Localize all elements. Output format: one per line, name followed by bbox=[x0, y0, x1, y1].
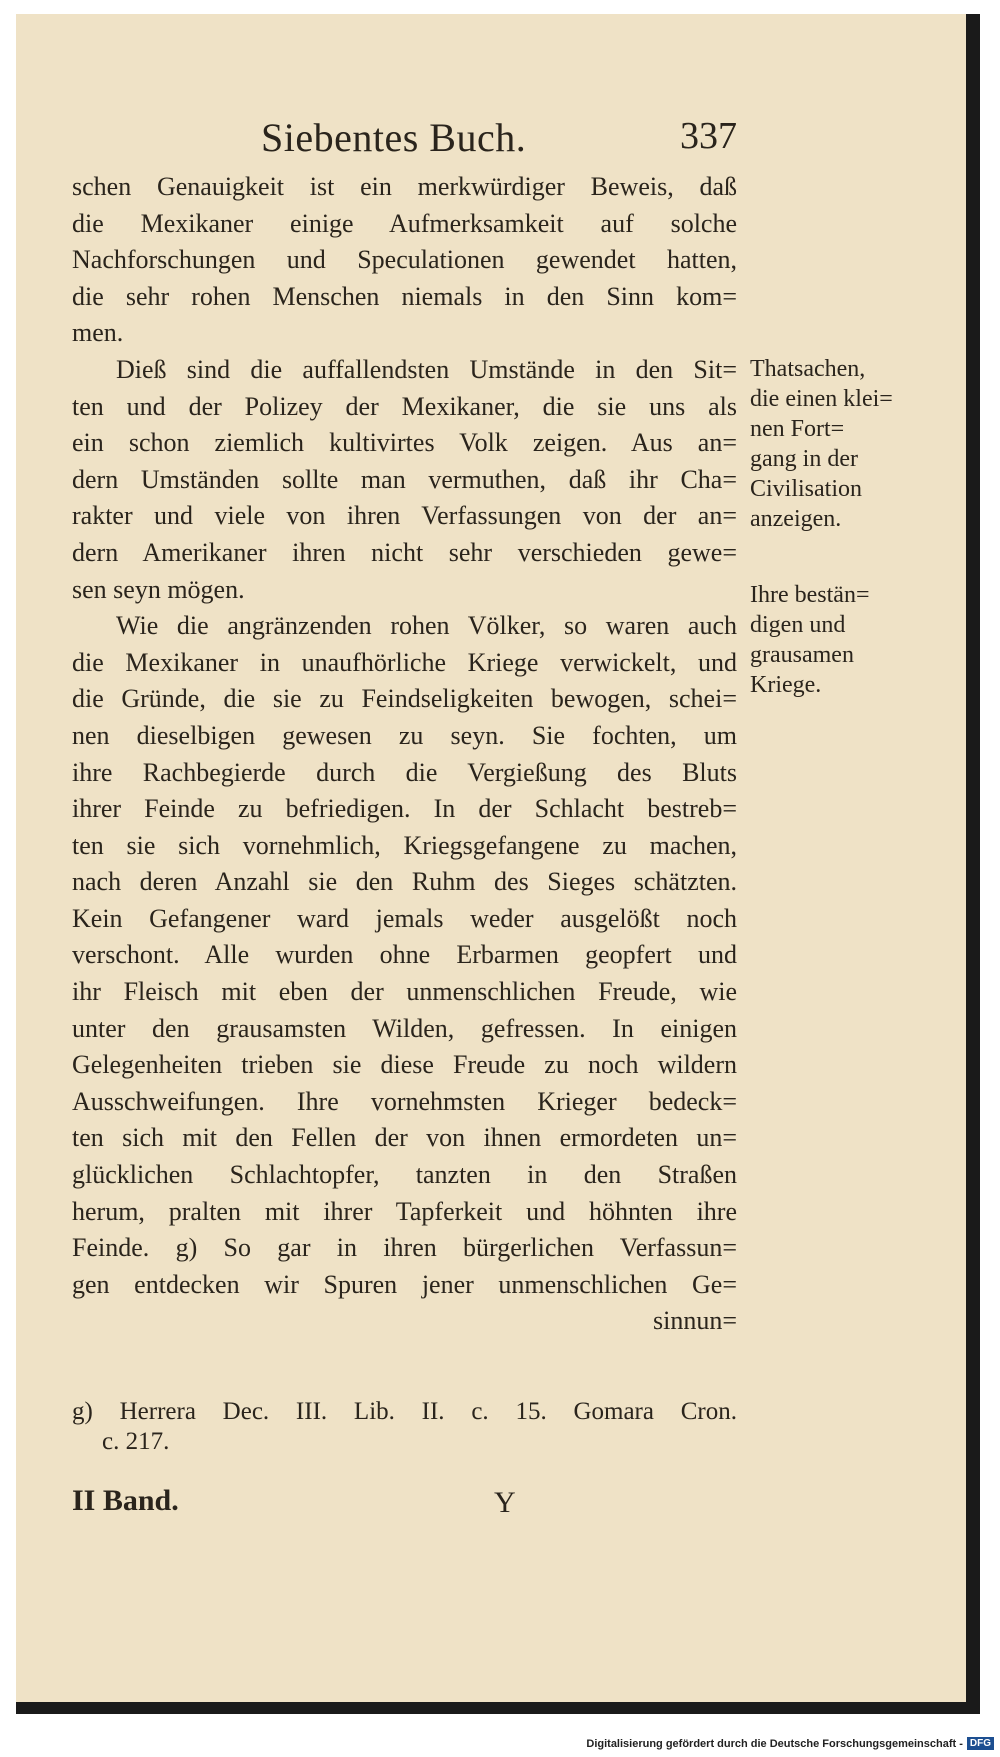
body-line: Kein Gefangener ward jemals weder ausgelößt noch bbox=[72, 903, 737, 933]
footnote bbox=[72, 1397, 737, 1457]
margin-note-line: gang in der bbox=[750, 446, 858, 472]
body-line: ein schon ziemlich kultivirtes Volk zeigen. Aus an= bbox=[72, 428, 737, 458]
body-line: Nachforschungen und Speculationen gewendet hatten, bbox=[72, 245, 737, 275]
margin-note-line: Civilisation bbox=[750, 476, 863, 502]
body-line: ten und der Polizey der Mexikaner, die sie uns als bbox=[72, 391, 737, 421]
margin-note-line: die einen klei= bbox=[750, 386, 893, 412]
body-line: dern Amerikaner ihren nicht sehr verschieden gewe= bbox=[72, 537, 737, 567]
body-line: die Gründe, die sie zu Feindseligkeiten bewogen, schei= bbox=[72, 684, 737, 714]
body-line: unter den grausamsten Wilden, gefressen. In einigen bbox=[72, 1013, 737, 1043]
margin-note-line: Thatsachen, bbox=[750, 356, 866, 382]
footnote-line: c. 217. bbox=[102, 1428, 170, 1455]
body-line: nach deren Anzahl sie den Ruhm des Sieges schätzten. bbox=[72, 867, 737, 897]
body-line: Gelegenheiten trieben sie diese Freude zu noch wildern bbox=[72, 1050, 737, 1080]
body-line: herum, pralten mit ihrer Tapferkeit und höhnten ihre bbox=[72, 1196, 737, 1226]
body-line: Wie die angränzenden rohen Völker, so waren auch bbox=[116, 611, 737, 641]
margin-note-line: digen und bbox=[750, 612, 846, 638]
page-number: 337 bbox=[680, 115, 737, 157]
signature-mark: II Band. bbox=[72, 1484, 179, 1517]
body-line: gen entdecken wir Spuren jener unmenschlichen Ge= bbox=[72, 1269, 737, 1299]
margin-note-line: nen Fort= bbox=[750, 416, 845, 442]
body-line: sinnun= bbox=[652, 1306, 737, 1336]
body-line: Feinde. g) So gar in ihren bürgerlichen Verfassun= bbox=[72, 1233, 737, 1263]
body-line: Ausschweifungen. Ihre vornehmsten Krieger bedeck= bbox=[72, 1086, 737, 1116]
body-line: ihr Fleisch mit eben der unmenschlichen Freude, wie bbox=[72, 977, 737, 1007]
body-line: dern Umständen sollte man vermuthen, daß ihr Cha= bbox=[72, 464, 737, 494]
footnote-line: g) Herrera Dec. III. Lib. II. c. 15. Gomara Cron. bbox=[72, 1398, 737, 1425]
margin-note-line: anzeigen. bbox=[750, 506, 842, 532]
margin-note-line: Ihre bestän= bbox=[750, 582, 870, 608]
body-line: ten sie sich vornehmlich, Kriegsgefangene zu machen, bbox=[72, 830, 737, 860]
body-line: Dieß sind die auffallendsten Umstände in den Sit= bbox=[116, 354, 737, 384]
body-line: ihrer Feinde zu befriedigen. In der Schlacht bestreb= bbox=[72, 794, 737, 824]
body-line: glücklichen Schlachtopfer, tanzten in den Straßen bbox=[72, 1160, 737, 1190]
body-line: nen dieselbigen gewesen zu seyn. Sie fochten, um bbox=[72, 720, 737, 750]
body-line: rakter und viele von ihren Verfassungen von der an= bbox=[72, 501, 737, 531]
margin-note-civilisation bbox=[750, 354, 920, 534]
body-line: verschont. Alle wurden ohne Erbarmen geopfert und bbox=[72, 940, 737, 970]
margin-note-wars bbox=[750, 580, 920, 700]
margin-note-line: grausamen bbox=[750, 642, 854, 668]
body-line: die sehr rohen Menschen niemals in den Sinn kom= bbox=[72, 281, 737, 311]
body-text bbox=[72, 169, 737, 1340]
body-line: sen seyn mögen. bbox=[72, 574, 245, 604]
running-header-title: Siebentes Buch. bbox=[261, 115, 527, 160]
catchword: Y bbox=[494, 1486, 516, 1519]
body-line: ten sich mit den Fellen der von ihnen ermordeten un= bbox=[72, 1123, 737, 1153]
digitization-credit bbox=[586, 1737, 994, 1750]
credit-text: Digitalisierung gefördert durch die Deutsche Forschungsgemeinschaft - bbox=[586, 1737, 963, 1750]
body-line: schen Genauigkeit ist ein merkwürdiger Beweis, daß bbox=[72, 172, 737, 201]
body-line: die Mexikaner einige Aufmerksamkeit auf solche bbox=[72, 208, 737, 238]
body-line: ihre Rachbegierde durch die Vergießung des Bluts bbox=[72, 757, 737, 787]
body-line: die Mexikaner in unaufhörliche Kriege verwickelt, und bbox=[72, 647, 737, 677]
book-page bbox=[16, 14, 980, 1714]
dfg-logo: DFG bbox=[967, 1737, 994, 1750]
body-line: men. bbox=[72, 318, 124, 348]
margin-note-line: Kriege. bbox=[750, 672, 822, 698]
